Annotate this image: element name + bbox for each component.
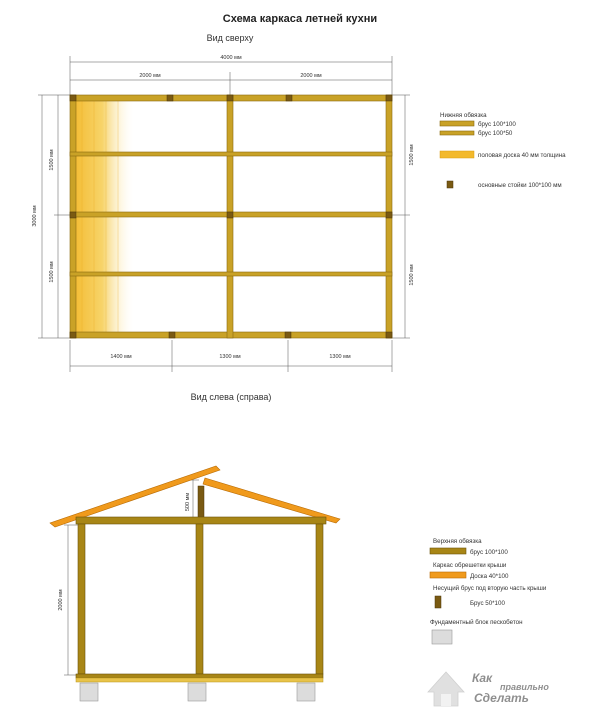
foundation-block-right xyxy=(297,683,315,701)
post xyxy=(169,332,175,338)
bottom-dimensions xyxy=(70,340,392,372)
dim-left-upper: 1500 мм xyxy=(49,149,55,171)
left-dimensions xyxy=(32,95,70,338)
legend-support-beam: Несущий брус под вторую часть крыши xyxy=(433,585,547,592)
post xyxy=(285,332,291,338)
ridge-support-post xyxy=(198,486,204,520)
post xyxy=(70,212,76,218)
foundation-block-center xyxy=(188,683,206,701)
bottom-frame-beam xyxy=(76,674,323,678)
watermark-line2: правильно xyxy=(500,682,549,692)
post xyxy=(167,95,173,101)
legend-swatch-floor xyxy=(440,151,474,158)
floor-board-side xyxy=(76,678,323,682)
dim-right-upper: 1500 мм xyxy=(409,144,415,166)
diagram-title: Схема каркаса летней кухни xyxy=(222,13,378,25)
legend-swatch-roof-lath xyxy=(430,572,466,578)
post xyxy=(70,332,76,338)
top-legend xyxy=(440,112,566,189)
top-frame-beam xyxy=(76,517,326,524)
legend-heading: Нижняя обвязка xyxy=(440,112,487,119)
post xyxy=(227,212,233,218)
legend-swatch-beam-50 xyxy=(440,131,474,135)
top-view-label: Вид сверху xyxy=(206,33,254,43)
joist-1 xyxy=(70,152,392,156)
legend-posts: основные стойки 100*100 мм xyxy=(478,182,562,189)
legend-roof-lath: Каркас обрешетки крыши xyxy=(433,562,507,569)
legend-swatch-top-frame xyxy=(430,548,466,554)
dim-bottom-2: 1300 мм xyxy=(219,354,241,360)
dim-total-depth: 3000 мм xyxy=(32,205,38,227)
side-view xyxy=(50,466,547,701)
side-post-center xyxy=(196,524,203,674)
post xyxy=(386,95,392,101)
post xyxy=(286,95,292,101)
watermark-line3: Сделать xyxy=(474,691,529,705)
legend-beam-50: брус 100*50 xyxy=(478,130,513,137)
dim-total-width: 4000 мм xyxy=(220,55,242,61)
dim-half-right: 2000 мм xyxy=(300,73,322,79)
legend-swatch-post xyxy=(447,181,453,188)
legend-foundation: Фундаментный блок пескобетон xyxy=(430,619,523,626)
watermark xyxy=(428,671,549,706)
side-legend xyxy=(430,538,547,644)
legend-swatch-beam-100 xyxy=(440,121,474,126)
legend-top-frame-item: брус 100*100 xyxy=(470,549,508,556)
side-post-left xyxy=(78,524,85,674)
dim-half-left: 2000 мм xyxy=(139,73,161,79)
post xyxy=(386,332,392,338)
side-view-label: Вид слева (справа) xyxy=(190,392,272,402)
roof-rafter-right xyxy=(203,478,340,523)
top-view xyxy=(32,55,566,372)
dim-post-height: 2000 мм xyxy=(58,589,64,611)
dim-bottom-1: 1400 мм xyxy=(110,354,132,360)
joist-3 xyxy=(70,272,392,276)
house-logo-icon xyxy=(428,672,464,706)
watermark-line1: Как xyxy=(472,671,493,685)
legend-swatch-support-beam xyxy=(435,596,441,608)
legend-support-beam-item: Брус 50*100 xyxy=(470,600,505,607)
legend-roof-lath-item: Доска 40*100 xyxy=(470,573,509,580)
right-dimensions xyxy=(392,95,415,338)
post xyxy=(227,95,233,101)
side-post-right xyxy=(316,524,323,674)
legend-top-frame: Верхняя обвязка xyxy=(433,538,482,545)
top-dimensions xyxy=(70,55,392,95)
dim-bottom-3: 1300 мм xyxy=(329,354,351,360)
post xyxy=(386,212,392,218)
legend-floor-board: половая доска 40 мм толщина xyxy=(478,152,566,159)
dim-left-lower: 1500 мм xyxy=(49,261,55,283)
dim-right-lower: 1500 мм xyxy=(409,264,415,286)
dim-ridge-height: 500 мм xyxy=(185,492,191,512)
post xyxy=(70,95,76,101)
legend-swatch-foundation xyxy=(432,630,452,644)
foundation-block-left xyxy=(80,683,98,701)
legend-beam-100: брус 100*100 xyxy=(478,121,516,128)
